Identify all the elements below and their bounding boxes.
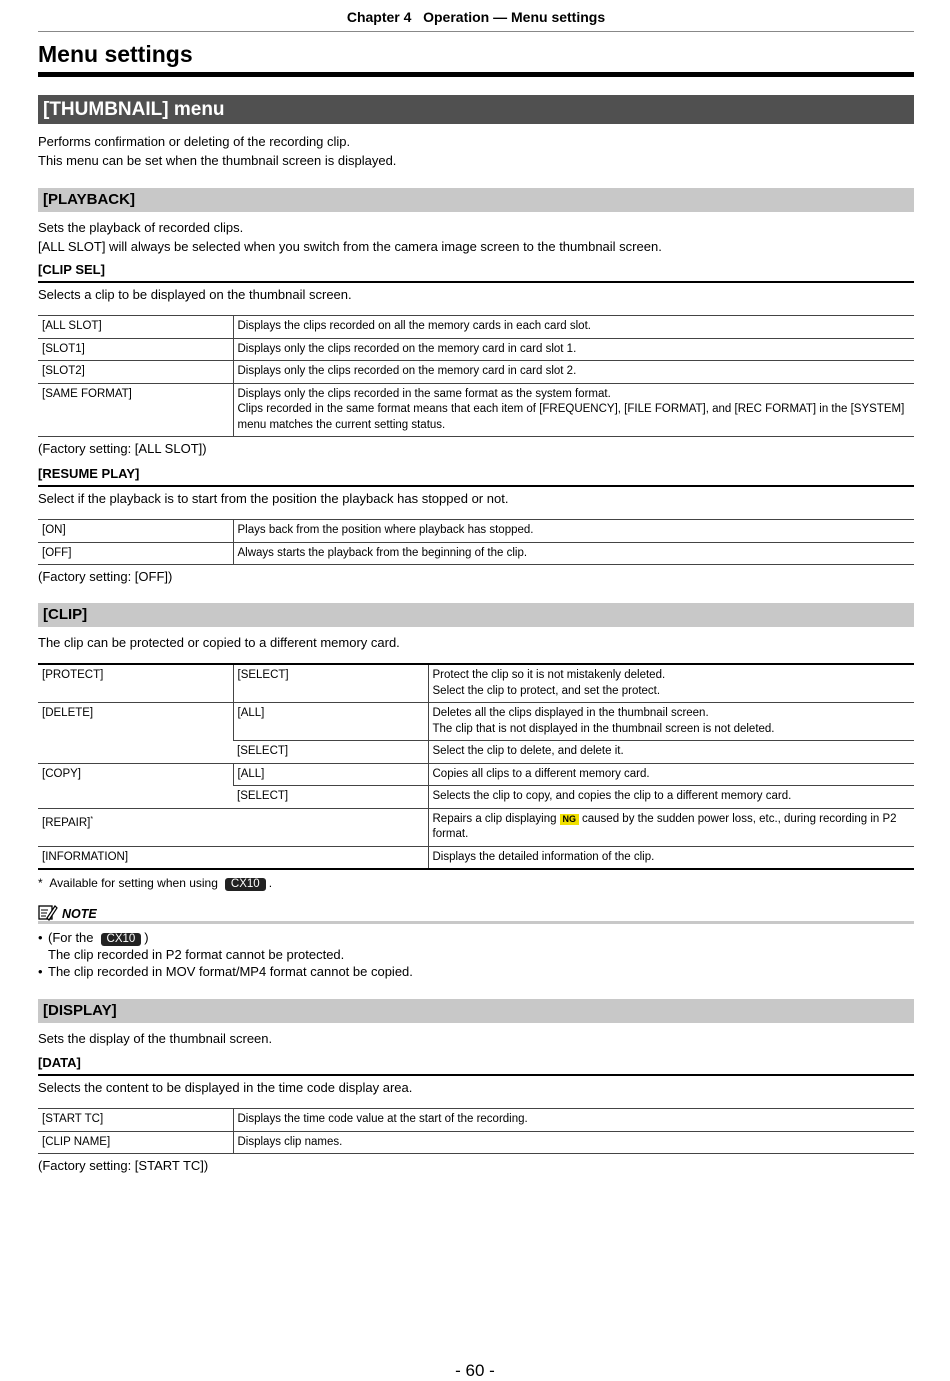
option-name: [SLOT2] bbox=[38, 361, 233, 384]
running-header bbox=[38, 0, 914, 32]
option-desc bbox=[428, 664, 914, 703]
page-title: Menu settings bbox=[38, 39, 914, 77]
note-list bbox=[38, 929, 914, 980]
table-row bbox=[38, 316, 914, 339]
section-display: [DISPLAY] bbox=[38, 999, 914, 1023]
item-name: [DELETE] bbox=[38, 703, 233, 764]
menu-intro bbox=[38, 132, 914, 170]
option-name: [ALL] bbox=[233, 703, 428, 741]
option-desc: Displays the detailed information of the clip. bbox=[428, 846, 914, 869]
repair-desc-pre: Repairs a clip displaying bbox=[432, 812, 557, 825]
page bbox=[38, 0, 914, 1175]
bullet-dot: • bbox=[38, 964, 43, 979]
option-desc bbox=[428, 703, 914, 741]
option-desc: Select the clip to delete, and delete it. bbox=[428, 741, 914, 764]
chapter-label: Chapter 4 bbox=[346, 9, 412, 25]
factory-setting: (Factory setting: [ALL SLOT]) bbox=[38, 441, 207, 456]
note-header bbox=[38, 901, 914, 924]
option-desc: Copies all clips to a different memory card. bbox=[428, 763, 914, 786]
option-desc: Displays only the clips recorded on the memory card in card slot 1. bbox=[233, 338, 914, 361]
data-desc: Selects the content to be displayed in the time code display area. bbox=[38, 1080, 413, 1095]
section-playback: [PLAYBACK] bbox=[38, 188, 914, 212]
option-desc: Selects the clip to copy, and copies the clip to a different memory card. bbox=[428, 786, 914, 809]
factory-setting: (Factory setting: [START TC]) bbox=[38, 1158, 209, 1173]
option-name: [ALL SLOT] bbox=[38, 316, 233, 339]
note-label: NOTE bbox=[62, 907, 97, 921]
table-row bbox=[38, 338, 914, 361]
display-desc: Sets the display of the thumbnail screen. bbox=[38, 1031, 273, 1046]
item-name: [COPY] bbox=[38, 763, 233, 808]
repair-desc-post: caused by the sudden power loss, etc., during recording in P2 format. bbox=[432, 812, 897, 840]
note-text: ) bbox=[144, 930, 149, 945]
desc-line: Select the clip to protect, and set the protect. bbox=[432, 684, 661, 697]
item-name: [INFORMATION] bbox=[38, 846, 428, 869]
clip-sel-desc: Selects a clip to be displayed on the thumbnail screen. bbox=[38, 287, 352, 302]
option-name: [SELECT] bbox=[233, 786, 428, 809]
item-name bbox=[38, 808, 428, 846]
option-name: [START TC] bbox=[38, 1109, 233, 1132]
option-desc: Displays only the clips recorded on the memory card in card slot 2. bbox=[233, 361, 914, 384]
option-desc bbox=[233, 383, 914, 437]
desc-line: Displays only the clips recorded in the same format as the system format. bbox=[237, 387, 611, 400]
option-name: [ALL] bbox=[233, 763, 428, 786]
option-name: [SELECT] bbox=[233, 741, 428, 764]
section-clip: [CLIP] bbox=[38, 603, 914, 627]
note-pencil-icon bbox=[38, 903, 58, 921]
playback-desc: [ALL SLOT] will always be selected when you switch from the camera image screen to the thumbnail screen. bbox=[38, 239, 662, 254]
footnote-end: . bbox=[268, 876, 273, 890]
table-row bbox=[38, 1109, 914, 1132]
desc-line: Protect the clip so it is not mistakenly deleted. bbox=[432, 669, 666, 681]
table-row bbox=[38, 703, 914, 741]
note-text: (For the bbox=[48, 930, 94, 945]
desc-line: Deletes all the clips displayed in the thumbnail screen. bbox=[432, 707, 709, 719]
option-name: [OFF] bbox=[38, 542, 233, 565]
table-row bbox=[38, 846, 914, 869]
intro-line: Performs confirmation or deleting of the recording clip. bbox=[38, 134, 351, 149]
footnote-text: Available for setting when using bbox=[49, 876, 218, 890]
table-row bbox=[38, 383, 914, 437]
list-item bbox=[38, 963, 914, 980]
option-desc: Always starts the playback from the beginning of the clip. bbox=[233, 542, 914, 565]
note-text: The clip recorded in MOV format/MP4 format cannot be copied. bbox=[48, 964, 413, 979]
option-desc: Displays clip names. bbox=[233, 1131, 914, 1154]
page-number: - 60 - bbox=[455, 1361, 495, 1380]
clip-sel-table bbox=[38, 315, 914, 437]
model-badge: CX10 bbox=[225, 878, 266, 891]
table-row bbox=[38, 520, 914, 543]
option-name: [ON] bbox=[38, 520, 233, 543]
chapter-section: Operation — Menu settings bbox=[423, 9, 606, 25]
menu-title: [THUMBNAIL] menu bbox=[38, 95, 914, 124]
factory-setting: (Factory setting: [OFF]) bbox=[38, 569, 173, 584]
option-desc bbox=[428, 808, 914, 846]
resume-play-table bbox=[38, 519, 914, 565]
item-name: [PROTECT] bbox=[38, 664, 233, 703]
desc-line: Clips recorded in the same format means that each item of [FREQUENCY], [FILE FORMAT], and [REC FORMAT] in the [SYSTEM] menu matches the current setting status. bbox=[237, 403, 905, 431]
table-row bbox=[38, 1131, 914, 1154]
footnote-mark: * bbox=[90, 815, 94, 823]
note-text: The clip recorded in P2 format cannot be protected. bbox=[48, 947, 345, 962]
footnote bbox=[38, 874, 914, 892]
desc-line: The clip that is not displayed in the thumbnail screen is not deleted. bbox=[432, 722, 775, 735]
option-name: [SELECT] bbox=[233, 664, 428, 703]
option-desc: Plays back from the position where playback has stopped. bbox=[233, 520, 914, 543]
option-desc: Displays the time code value at the start of the recording. bbox=[233, 1109, 914, 1132]
table-row bbox=[38, 361, 914, 384]
clip-table bbox=[38, 663, 914, 870]
option-desc: Displays the clips recorded on all the memory cards in each card slot. bbox=[233, 316, 914, 339]
table-row bbox=[38, 664, 914, 703]
option-name: [SLOT1] bbox=[38, 338, 233, 361]
subsection-resume-play: [RESUME PLAY] bbox=[38, 465, 914, 487]
ng-badge: NG bbox=[560, 814, 580, 825]
data-table bbox=[38, 1108, 914, 1154]
bullet-dot: • bbox=[38, 930, 43, 945]
resume-play-desc: Select if the playback is to start from the position the playback has stopped or not. bbox=[38, 491, 509, 506]
repair-label: [REPAIR] bbox=[42, 816, 91, 829]
subsection-data: [DATA] bbox=[38, 1054, 914, 1076]
option-name: [CLIP NAME] bbox=[38, 1131, 233, 1154]
table-row bbox=[38, 808, 914, 846]
list-item bbox=[38, 929, 914, 963]
option-name: [SAME FORMAT] bbox=[38, 383, 233, 437]
model-badge: CX10 bbox=[101, 933, 142, 946]
playback-desc: Sets the playback of recorded clips. bbox=[38, 220, 244, 235]
clip-desc: The clip can be protected or copied to a different memory card. bbox=[38, 635, 400, 650]
table-row bbox=[38, 542, 914, 565]
footnote-mark: * bbox=[38, 876, 43, 890]
subsection-clip-sel: [CLIP SEL] bbox=[38, 261, 914, 283]
table-row bbox=[38, 763, 914, 786]
intro-line: This menu can be set when the thumbnail screen is displayed. bbox=[38, 153, 397, 168]
